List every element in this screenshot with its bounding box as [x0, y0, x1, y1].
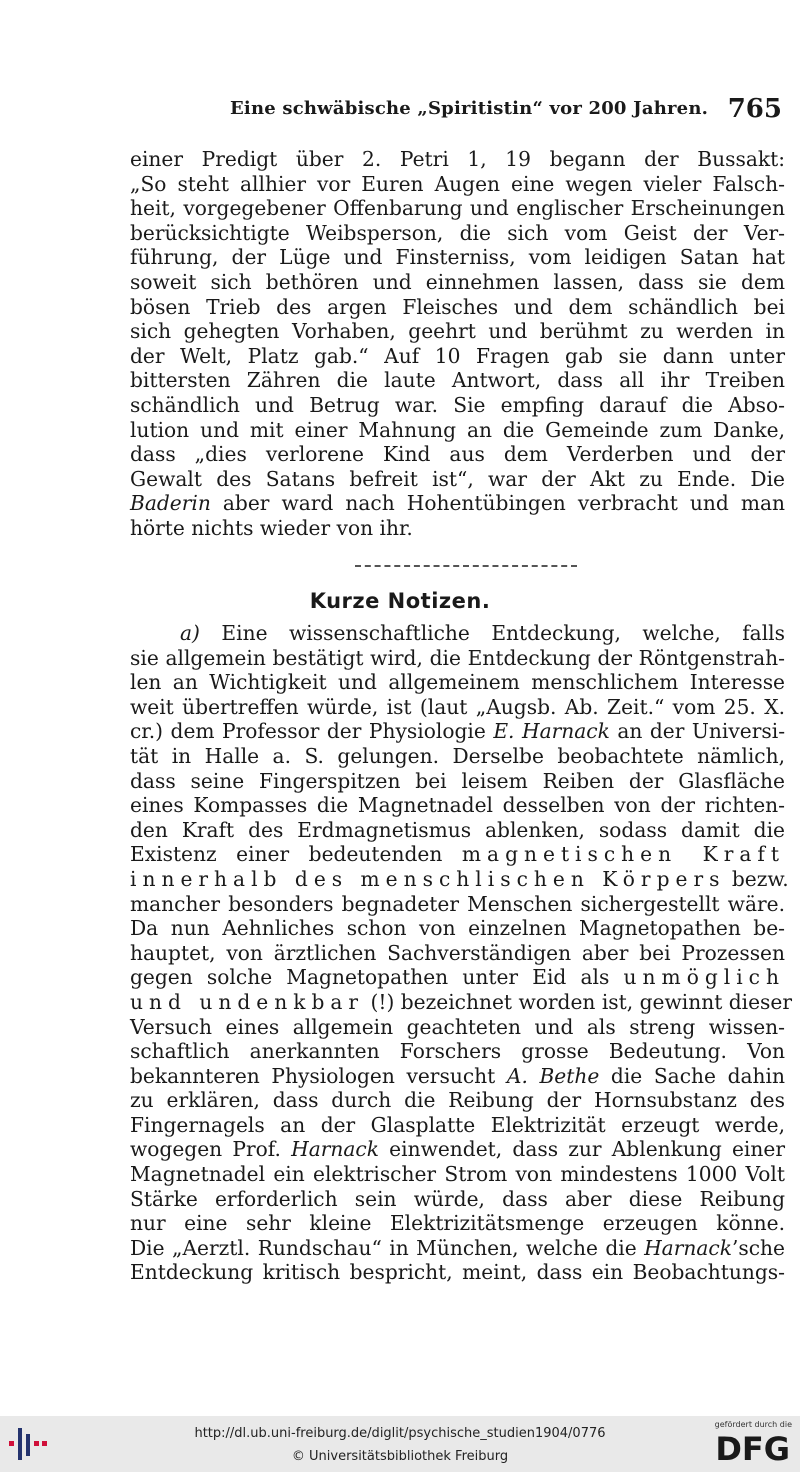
text-line — [130, 989, 793, 1015]
emphasized-text: unmöglich — [623, 965, 785, 990]
text-line: heit, vorgegebener Offenbarung und englischer Erscheinungen — [130, 196, 785, 221]
text-line: bösen Trieb des argen Fleisches und dem schändlich bei — [130, 294, 785, 319]
text-line: nur eine sehr kleine Elektrizitätsmenge erzeugen könne. — [130, 1211, 785, 1236]
text-line: Magnetnadel ein elektrischer Strom von mindestens 1000 Volt — [130, 1162, 785, 1187]
emphasized-text: und undenkbar — [130, 989, 365, 1014]
text-line: dass „dies verlorene Kind aus dem Verderben und der — [130, 442, 785, 467]
text-line: mancher besonders begnadeter Menschen sichergestellt wäre. — [130, 891, 785, 916]
person-name: Harnack — [644, 1235, 732, 1260]
text-line: Entdeckung kritisch bespricht, meint, dass ein Beobachtungs- — [130, 1260, 785, 1285]
text-line: hauptet, von ärztlichen Sachverständigen aber bei Prozessen — [130, 940, 785, 965]
text-line: hörte nichts wieder von ihr. — [130, 515, 413, 540]
text-line: soweit sich bethören und einnehmen lassen, dass sie dem — [130, 269, 785, 294]
text-line: berücksichtigte Weibsperson, die sich vom Geist der Ver- — [130, 220, 785, 245]
person-name: Harnack — [291, 1137, 379, 1162]
text-line: sie allgemein bestätigt wird, die Entdeckung der Röntgenstrah- — [130, 645, 785, 670]
permalink-url[interactable]: http://dl.ub.uni-freiburg.de/diglit/psychische_studien1904/0776 — [194, 1426, 606, 1441]
closing-paragraph — [130, 147, 785, 541]
text-fragment: cr.) dem Professor der Physiologie — [130, 719, 494, 744]
list-marker: a) — [180, 621, 200, 645]
text-line: eines Kompasses die Magnetnadel desselben von der richten- — [130, 793, 785, 818]
text-line — [130, 842, 785, 867]
text-line — [130, 1137, 785, 1162]
emphasized-text: innerhalb des menschlischen Körpers — [130, 866, 726, 891]
text-fragment: die Sache dahin — [599, 1063, 785, 1088]
text-line: len an Wichtigkeit und allgemeinem menschlichem Interesse — [130, 670, 785, 695]
text-fragment: wogegen Prof. — [130, 1137, 292, 1162]
text-line: „So steht allhier vor Euren Augen eine wegen vieler Falsch- — [130, 171, 785, 196]
notes-paragraph — [130, 621, 793, 1285]
text-fragment: an der Universi- — [609, 719, 786, 744]
text-fragment: gegen solche Magnetopathen unter Eid als — [130, 965, 624, 990]
viewer-footer — [0, 1416, 800, 1472]
text-line: Versuch eines allgemein geachteten und als streng wissen- — [130, 1014, 785, 1039]
section-heading: Kurze Notizen. — [309, 589, 491, 613]
person-name: E. Harnack — [493, 719, 610, 744]
text-line: Da nun Aehnliches schon von einzelnen Magnetopathen be- — [130, 916, 785, 941]
text-line: der Welt, Platz gab.“ Auf 10 Fragen gab sie dann unter — [130, 343, 785, 368]
person-name: Baderin — [130, 491, 211, 516]
text-fragment: bekannteren Physiologen versucht — [130, 1063, 507, 1088]
text-line: Stärke erforderlich sein würde, dass aber diese Reibung — [130, 1186, 785, 1211]
text-fragment: Existenz einer bedeutenden — [130, 842, 462, 867]
text-line: lution und mit einer Mahnung an die Gemeinde zum Danke, — [130, 417, 785, 442]
text-line: den Kraft des Erdmagnetismus ablenken, sodass damit die — [130, 817, 785, 842]
funding-caption: gefördert durch die — [714, 1420, 792, 1429]
funder-block — [706, 1420, 792, 1470]
text-line — [130, 866, 789, 892]
text-line: zu erklären, dass durch die Reibung der Hornsubstanz des — [130, 1088, 785, 1113]
text-fragment: einwendet, dass zur Ablenkung einer — [378, 1137, 785, 1162]
text-fragment: aber ward nach Hohentübingen verbracht und man — [210, 491, 785, 516]
text-line: bittersten Zähren die laute Antwort, dass all ihr Treiben — [130, 368, 785, 393]
text-line: Fingernagels an der Glasplatte Elektrizität erzeugt werde, — [130, 1112, 785, 1137]
text-fragment: ’sche — [731, 1235, 785, 1260]
text-line — [130, 965, 785, 990]
text-line: schaftlich anerkannten Forschers grosse Bedeutung. Von — [130, 1039, 785, 1064]
funder-logo-text: DFG — [715, 1430, 790, 1466]
emphasized-text: magnetischen Kraft — [461, 842, 785, 867]
text-fragment: (!) bezeichnet worden ist, gewinnt dieser — [364, 989, 793, 1014]
text-line: dass seine Fingerspitzen bei leisem Reiben der Glasfläche — [130, 768, 785, 793]
text-line: tät in Halle a. S. gelungen. Derselbe beobachtete nämlich, — [130, 743, 785, 768]
text-line — [130, 1236, 785, 1261]
section-divider — [355, 565, 577, 567]
text-line: weit übertreffen würde, ist (laut „Augsb. Ab. Zeit.“ vom 25. X. — [130, 694, 785, 719]
text-line: schändlich und Betrug war. Sie empfing darauf die Abso- — [130, 392, 785, 417]
text-line — [130, 719, 785, 744]
text-line: sich gehegten Vorhaben, geehrt und berühmt zu werden in — [130, 319, 785, 344]
text-fragment: Die „Aerztl. Rundschau“ in München, welche die — [130, 1235, 645, 1260]
text-line: führung, der Lüge und Finsterniss, vom leidigen Satan hat — [130, 245, 785, 270]
person-name: A. Bethe — [506, 1063, 600, 1088]
dfg-logo-icon — [706, 1430, 792, 1466]
page-header — [130, 96, 782, 126]
text-fragment: Eine wissenschaftliche Entdeckung, welche, falls — [199, 621, 785, 645]
text-line — [130, 491, 785, 516]
text-line — [130, 621, 785, 646]
text-line: Gewalt des Satans befreit ist“, war der Akt zu Ende. Die — [130, 466, 785, 491]
text-line — [130, 1064, 785, 1089]
page-number: 765 — [727, 94, 782, 124]
text-line: einer Predigt über 2. Petri 1, 19 begann der Bussakt: — [130, 147, 785, 171]
text-fragment: bezw. — [725, 866, 789, 891]
running-title: Eine schwäbische „Spiritistin“ vor 200 Jahren. — [230, 98, 709, 119]
copyright-notice: © Universitätsbibliothek Freiburg — [291, 1449, 509, 1464]
